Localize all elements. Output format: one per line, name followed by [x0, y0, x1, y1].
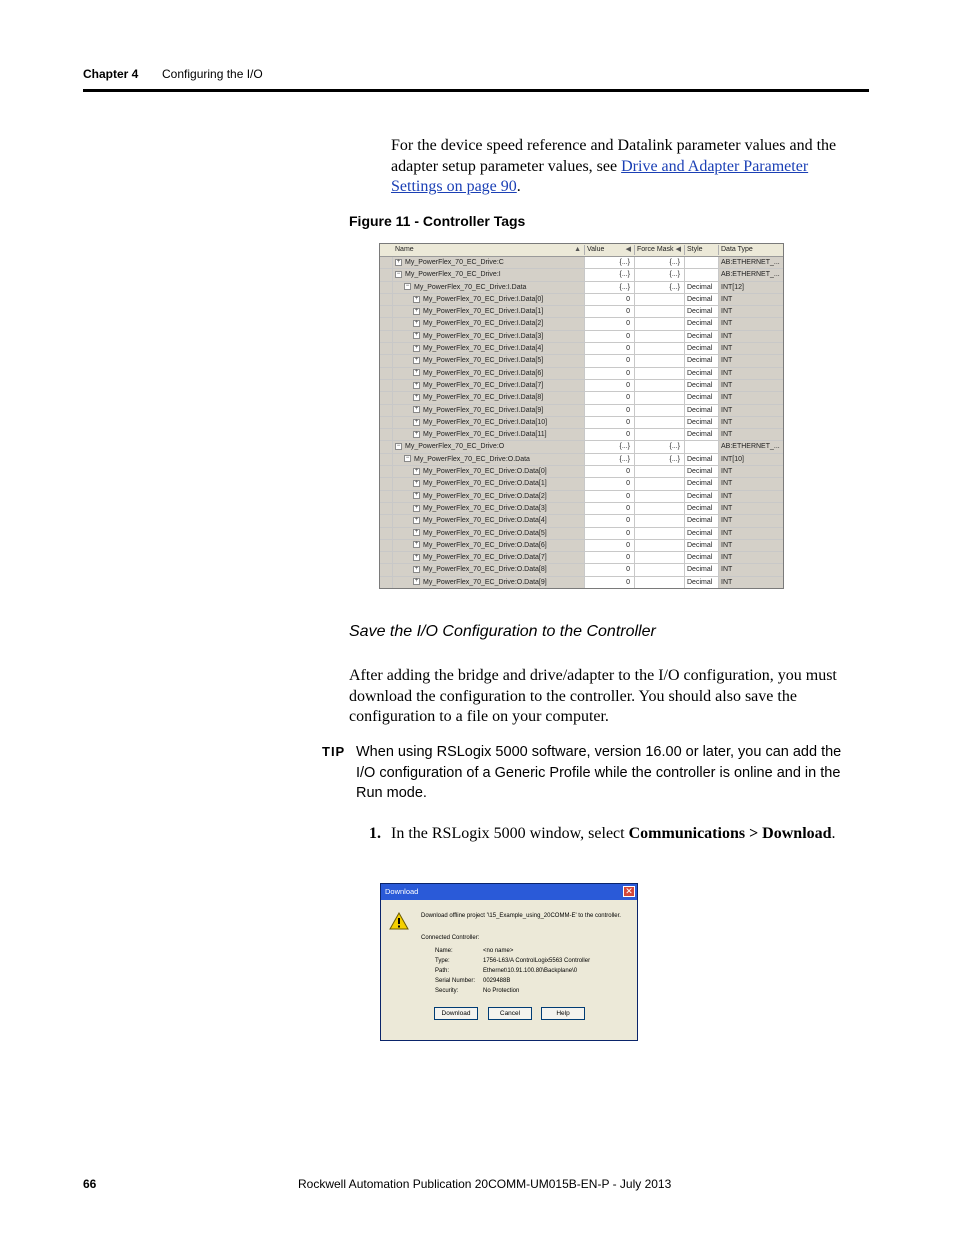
column-header-data-type[interactable]: Data Type — [721, 246, 753, 253]
tag-value-cell[interactable]: 0 — [585, 405, 635, 416]
tag-force-mask-cell[interactable] — [635, 380, 685, 391]
table-row[interactable] — [380, 318, 783, 330]
section-body: After adding the bridge and drive/adapter to the I/O configuration, you must download the configuration to the controller. You should also save the configuration to a file on your computer. — [349, 667, 837, 725]
tag-style-cell[interactable]: Decimal — [685, 454, 719, 465]
tag-data-type-cell: INT — [719, 478, 784, 489]
row-gutter[interactable] — [380, 466, 393, 477]
table-row[interactable] — [380, 466, 783, 478]
download-dialog: Download ✕ Download offline project '\15_Example_using_20COMM-E' to the controller. Connected Controller: Name: <no name> Type: 1756-L63/A ControlLogix5563 Controller Path: Ethernet\10.91.100.80\Backplane\0 Serial Number: 0029488B Security: No Protection Download Cancel Help — [380, 883, 638, 1041]
tag-style-cell[interactable]: Decimal — [685, 417, 719, 428]
tag-value-cell[interactable]: 0 — [585, 491, 635, 502]
tag-data-type-cell: INT — [719, 355, 784, 366]
tag-name: My_PowerFlex_70_EC_Drive:I.Data[2] — [423, 320, 544, 328]
tag-data-type-cell: INT — [719, 466, 784, 477]
tag-name-cell — [393, 429, 585, 440]
tag-value-cell[interactable]: {...} — [585, 269, 635, 280]
tag-value-cell[interactable]: 0 — [585, 528, 635, 539]
tag-style-cell[interactable]: Decimal — [685, 294, 719, 305]
column-header-name[interactable]: Name ▲ — [393, 245, 585, 255]
tag-name: My_PowerFlex_70_EC_Drive:I — [405, 271, 501, 279]
tag-value-cell[interactable]: 0 — [585, 429, 635, 440]
tag-value-cell[interactable]: 0 — [585, 515, 635, 526]
tag-value-cell[interactable]: 0 — [585, 331, 635, 342]
cancel-button[interactable]: Cancel — [488, 1007, 532, 1020]
tag-name-cell — [393, 466, 585, 477]
tag-data-type-cell: INT — [719, 294, 784, 305]
tag-value-cell[interactable]: {...} — [585, 257, 635, 268]
tag-name-cell — [393, 257, 585, 268]
tag-data-type-cell: INT — [719, 417, 784, 428]
intro-paragraph — [391, 136, 846, 198]
tag-name-cell — [393, 405, 585, 416]
sort-arrow-icon: ▲ — [574, 246, 581, 253]
tag-data-type-cell: INT — [719, 503, 784, 514]
tag-name-cell — [393, 540, 585, 551]
row-gutter[interactable] — [380, 405, 393, 416]
row-gutter[interactable] — [380, 355, 393, 366]
table-body — [380, 257, 783, 589]
tag-name-cell — [393, 331, 585, 342]
help-button[interactable]: Help — [541, 1007, 585, 1020]
tag-data-type-cell: INT — [719, 392, 784, 403]
table-row[interactable] — [380, 355, 783, 367]
tag-style-cell[interactable]: Decimal — [685, 466, 719, 477]
publication-info: Rockwell Automation Publication 20COMM-UM015B-EN-P - July 2013 — [298, 1177, 672, 1191]
expand-icon[interactable]: + — [414, 344, 419, 351]
tag-data-type-cell: INT — [719, 331, 784, 342]
row-gutter[interactable] — [380, 429, 393, 440]
tag-value-cell[interactable]: 0 — [585, 478, 635, 489]
expand-icon[interactable]: + — [414, 418, 419, 425]
expand-icon[interactable]: + — [414, 406, 419, 413]
tag-force-mask-cell[interactable] — [635, 466, 685, 477]
row-gutter[interactable] — [380, 294, 393, 305]
tag-style-cell[interactable]: Decimal — [685, 380, 719, 391]
tag-style-cell[interactable]: Decimal — [685, 564, 719, 575]
tag-value-cell[interactable]: 0 — [585, 380, 635, 391]
expand-icon[interactable]: + — [414, 357, 419, 364]
row-gutter[interactable] — [380, 331, 393, 342]
tag-force-mask-cell[interactable] — [635, 515, 685, 526]
tag-name-cell — [393, 491, 585, 502]
tag-value-cell[interactable]: {...} — [585, 454, 635, 465]
tag-force-mask-cell[interactable] — [635, 368, 685, 379]
tag-name: My_PowerFlex_70_EC_Drive:O.Data[2] — [423, 492, 547, 500]
tag-name: My_PowerFlex_70_EC_Drive:I.Data[7] — [423, 381, 544, 389]
tag-force-mask-cell[interactable]: {...} — [635, 257, 685, 268]
table-row[interactable] — [380, 441, 783, 453]
table-header — [380, 244, 783, 257]
collapse-icon[interactable]: − — [405, 283, 410, 290]
tag-data-type-cell: AB:ETHERNET_... — [719, 441, 784, 452]
download-button[interactable]: Download — [434, 1007, 478, 1020]
tag-style-cell[interactable]: Decimal — [685, 515, 719, 526]
tag-name-cell — [393, 441, 585, 452]
expand-icon[interactable]: + — [414, 295, 419, 302]
tag-style-cell[interactable]: Decimal — [685, 282, 719, 293]
tag-name-cell — [393, 454, 585, 465]
tag-data-type-cell: INT[12] — [719, 282, 784, 293]
tag-data-type-cell: INT — [719, 405, 784, 416]
row-gutter[interactable] — [380, 318, 393, 329]
tag-name-cell — [393, 417, 585, 428]
tag-force-mask-cell[interactable] — [635, 491, 685, 502]
row-gutter[interactable] — [380, 564, 393, 575]
expand-icon[interactable]: + — [414, 541, 419, 548]
tag-style-cell[interactable]: Decimal — [685, 528, 719, 539]
tag-style-cell[interactable] — [685, 269, 719, 280]
tag-style-cell[interactable]: Decimal — [685, 577, 719, 588]
tag-force-mask-cell[interactable] — [635, 528, 685, 539]
tag-data-type-cell: INT[10] — [719, 454, 784, 465]
tag-style-cell[interactable]: Decimal — [685, 503, 719, 514]
table-row[interactable] — [380, 306, 783, 318]
chapter-title: Configuring the I/O — [162, 67, 263, 81]
tag-force-mask-cell[interactable] — [635, 294, 685, 305]
tag-name-cell — [393, 306, 585, 317]
tag-name: My_PowerFlex_70_EC_Drive:I.Data[3] — [423, 332, 544, 340]
tag-data-type-cell: AB:ETHERNET_... — [719, 269, 784, 280]
tag-name: My_PowerFlex_70_EC_Drive:O.Data[0] — [423, 468, 547, 476]
step-number: 1. — [369, 825, 381, 842]
tag-value-cell[interactable]: 0 — [585, 466, 635, 477]
expand-icon[interactable]: + — [414, 529, 419, 536]
tag-name-cell — [393, 503, 585, 514]
tag-name: My_PowerFlex_70_EC_Drive:I.Data[8] — [423, 394, 544, 402]
tag-value-cell[interactable]: 0 — [585, 392, 635, 403]
table-row[interactable] — [380, 417, 783, 429]
tag-name-cell — [393, 318, 585, 329]
table-row[interactable] — [380, 392, 783, 404]
tag-name: My_PowerFlex_70_EC_Drive:O.Data[3] — [423, 504, 547, 512]
tag-name-cell — [393, 269, 585, 280]
table-row[interactable] — [380, 552, 783, 564]
row-gutter[interactable] — [380, 503, 393, 514]
tag-value-cell[interactable]: 0 — [585, 503, 635, 514]
table-row[interactable] — [380, 478, 783, 490]
tag-name: My_PowerFlex_70_EC_Drive:O.Data[9] — [423, 578, 547, 586]
tag-name: My_PowerFlex_70_EC_Drive:O.Data[4] — [423, 517, 547, 525]
tag-data-type-cell: INT — [719, 429, 784, 440]
tag-name: My_PowerFlex_70_EC_Drive:O.Data[7] — [423, 554, 547, 562]
tag-force-mask-cell[interactable] — [635, 331, 685, 342]
tag-style-cell[interactable]: Decimal — [685, 392, 719, 403]
row-gutter[interactable] — [380, 491, 393, 502]
table-row[interactable] — [380, 368, 783, 380]
expand-icon[interactable]: + — [414, 430, 419, 437]
tag-value-cell[interactable]: 0 — [585, 552, 635, 563]
tag-value-cell[interactable]: {...} — [585, 282, 635, 293]
tag-style-cell[interactable]: Decimal — [685, 306, 719, 317]
tag-data-type-cell: INT — [719, 380, 784, 391]
tag-force-mask-cell[interactable] — [635, 318, 685, 329]
tag-name: My_PowerFlex_70_EC_Drive:O.Data[6] — [423, 541, 547, 549]
expand-icon[interactable]: + — [414, 480, 419, 486]
expand-icon[interactable]: + — [414, 516, 419, 523]
intro-text: For the device speed reference and Datalink parameter values and the adapter setup parameter values, see — [391, 137, 837, 175]
expand-icon[interactable]: + — [414, 467, 419, 474]
table-row[interactable] — [380, 503, 783, 515]
section-title: Save the I/O Configuration to the Controller — [349, 623, 656, 640]
expand-icon[interactable]: + — [414, 332, 419, 339]
tag-force-mask-cell[interactable] — [635, 577, 685, 588]
tag-style-cell[interactable]: Decimal — [685, 552, 719, 563]
tag-force-mask-cell[interactable] — [635, 306, 685, 317]
tag-value-cell[interactable]: 0 — [585, 368, 635, 379]
tag-name: My_PowerFlex_70_EC_Drive:O — [405, 443, 505, 451]
connected-controller-label: Connected Controller: — [421, 935, 480, 941]
warning-icon — [389, 912, 409, 930]
tag-force-mask-cell[interactable] — [635, 392, 685, 403]
tag-name: My_PowerFlex_70_EC_Drive:I.Data[5] — [423, 357, 544, 365]
tag-force-mask-cell[interactable] — [635, 405, 685, 416]
tag-value-cell[interactable]: 0 — [585, 343, 635, 354]
expand-icon[interactable]: + — [414, 578, 419, 585]
header-rule — [83, 89, 869, 92]
tag-value-cell[interactable]: 0 — [585, 417, 635, 428]
arrow-left-icon: ◀ — [675, 246, 681, 253]
tag-data-type-cell: INT — [719, 318, 784, 329]
tag-value-cell[interactable]: 0 — [585, 306, 635, 317]
table-row[interactable] — [380, 577, 783, 589]
figure-caption: Figure 11 - Controller Tags — [349, 213, 526, 229]
row-gutter[interactable] — [380, 454, 393, 465]
column-header-force-mask[interactable]: Force Mask ◀ — [635, 245, 685, 255]
chapter-label: Chapter 4 — [83, 67, 139, 81]
expand-icon[interactable]: + — [414, 553, 419, 560]
tag-force-mask-cell[interactable] — [635, 552, 685, 563]
expand-icon[interactable]: + — [396, 258, 401, 265]
tag-value-cell[interactable]: 0 — [585, 355, 635, 366]
row-gutter[interactable] — [380, 343, 393, 354]
row-gutter[interactable] — [380, 540, 393, 551]
collapse-icon[interactable]: − — [396, 270, 401, 277]
tag-data-type-cell: AB:ETHERNET_... — [719, 257, 784, 268]
tag-style-cell[interactable] — [685, 441, 719, 452]
tag-style-cell[interactable]: Decimal — [685, 318, 719, 329]
tag-force-mask-cell[interactable]: {...} — [635, 269, 685, 280]
tag-name-cell — [393, 528, 585, 539]
table-row[interactable] — [380, 515, 783, 527]
table-row[interactable] — [380, 405, 783, 417]
table-row[interactable] — [380, 343, 783, 355]
tag-style-cell[interactable]: Decimal — [685, 429, 719, 440]
tag-style-cell[interactable] — [685, 257, 719, 268]
tag-force-mask-cell[interactable] — [635, 478, 685, 489]
menu-path: Communications > Download — [628, 825, 832, 842]
tag-name: My_PowerFlex_70_EC_Drive:I.Data[11] — [423, 431, 547, 439]
row-gutter[interactable] — [380, 257, 393, 268]
dialog-title: Download — [385, 887, 419, 896]
tip-label: TIP — [322, 744, 346, 759]
tag-name: My_PowerFlex_70_EC_Drive:O.Data[1] — [423, 480, 547, 488]
tag-style-cell[interactable]: Decimal — [685, 478, 719, 489]
tag-value-cell[interactable]: 0 — [585, 318, 635, 329]
table-row[interactable] — [380, 528, 783, 540]
tag-name-cell — [393, 368, 585, 379]
tag-force-mask-cell[interactable] — [635, 564, 685, 575]
tag-name-cell — [393, 380, 585, 391]
dialog-titlebar — [381, 884, 637, 900]
dialog-message: Download offline project '\15_Example_using_20COMM-E' to the controller. — [421, 913, 621, 919]
expand-icon[interactable]: + — [414, 381, 419, 388]
tag-name-cell — [393, 355, 585, 366]
expand-icon[interactable]: + — [414, 566, 419, 573]
tag-data-type-cell: INT — [719, 564, 784, 575]
tag-style-cell[interactable]: Decimal — [685, 343, 719, 354]
tip-text: When using RSLogix 5000 software, version 16.00 or later, you can add the I/O configuration of a Generic Profile while the controller is online and in the Run mode. — [356, 744, 842, 801]
tag-force-mask-cell[interactable]: {...} — [635, 441, 685, 452]
tag-name: My_PowerFlex_70_EC_Drive:O.Data — [414, 455, 530, 463]
tag-name-cell — [393, 577, 585, 588]
table-row[interactable] — [380, 429, 783, 441]
tag-name-cell — [393, 478, 585, 489]
row-gutter[interactable] — [380, 552, 393, 563]
tag-style-cell[interactable]: Decimal — [685, 491, 719, 502]
table-row[interactable] — [380, 331, 783, 343]
table-row[interactable] — [380, 257, 783, 269]
tag-value-cell[interactable]: 0 — [585, 577, 635, 588]
tag-name-cell — [393, 294, 585, 305]
expand-icon[interactable]: + — [414, 393, 419, 400]
tag-name: My_PowerFlex_70_EC_Drive:I.Data[0] — [423, 295, 544, 303]
tag-style-cell[interactable]: Decimal — [685, 368, 719, 379]
tag-name: My_PowerFlex_70_EC_Drive:I.Data[4] — [423, 345, 544, 353]
table-row[interactable] — [380, 380, 783, 392]
row-gutter[interactable] — [380, 392, 393, 403]
tag-name: My_PowerFlex_70_EC_Drive:I.Data — [414, 283, 527, 291]
row-gutter[interactable] — [380, 577, 393, 588]
tag-value-cell[interactable]: {...} — [585, 441, 635, 452]
expand-icon[interactable]: + — [414, 307, 419, 314]
tag-name: My_PowerFlex_70_EC_Drive:C — [405, 259, 504, 266]
table-row[interactable] — [380, 282, 783, 294]
controller-tags-table — [379, 243, 784, 589]
table-row[interactable] — [380, 491, 783, 503]
tag-force-mask-cell[interactable] — [635, 355, 685, 366]
tag-data-type-cell: INT — [719, 540, 784, 551]
tag-data-type-cell: INT — [719, 368, 784, 379]
tag-force-mask-cell[interactable] — [635, 540, 685, 551]
row-gutter[interactable] — [380, 269, 393, 280]
tag-name-cell — [393, 515, 585, 526]
tag-name-cell — [393, 552, 585, 563]
table-row[interactable] — [380, 294, 783, 306]
tag-style-cell[interactable]: Decimal — [685, 331, 719, 342]
tag-value-cell[interactable]: 0 — [585, 294, 635, 305]
tag-name-cell — [393, 343, 585, 354]
parameter-settings-link[interactable]: Drive and Adapter Parameter Settings on page 90 — [391, 157, 809, 195]
tag-style-cell[interactable]: Decimal — [685, 405, 719, 416]
tag-force-mask-cell[interactable] — [635, 343, 685, 354]
tag-force-mask-cell[interactable]: {...} — [635, 454, 685, 465]
tag-name: My_PowerFlex_70_EC_Drive:O.Data[8] — [423, 566, 547, 574]
row-gutter[interactable] — [380, 515, 393, 526]
tag-data-type-cell: INT — [719, 577, 784, 588]
tag-data-type-cell: INT — [719, 528, 784, 539]
tag-name-cell — [393, 392, 585, 403]
tag-force-mask-cell[interactable] — [635, 417, 685, 428]
tag-value-cell[interactable]: 0 — [585, 540, 635, 551]
tag-data-type-cell: INT — [719, 552, 784, 563]
row-gutter[interactable] — [380, 441, 393, 452]
tag-name: My_PowerFlex_70_EC_Drive:I.Data[10] — [423, 418, 548, 426]
tag-style-cell[interactable]: Decimal — [685, 355, 719, 366]
tag-data-type-cell: INT — [719, 306, 784, 317]
tag-value-cell[interactable]: 0 — [585, 564, 635, 575]
tag-name-cell — [393, 282, 585, 293]
expand-icon[interactable]: + — [414, 320, 419, 327]
close-icon[interactable]: ✕ — [623, 886, 635, 897]
tag-name: My_PowerFlex_70_EC_Drive:I.Data[6] — [423, 369, 544, 377]
tag-name-cell — [393, 564, 585, 575]
step-text: In the RSLogix 5000 window, select Communications > Download. — [391, 825, 836, 842]
tag-force-mask-cell[interactable] — [635, 429, 685, 440]
tag-data-type-cell: INT — [719, 515, 784, 526]
tag-name: My_PowerFlex_70_EC_Drive:I.Data[1] — [423, 308, 544, 316]
tag-data-type-cell: INT — [719, 491, 784, 502]
collapse-icon[interactable]: − — [396, 443, 401, 450]
intro-text-end: . — [516, 178, 521, 195]
row-gutter[interactable] — [380, 368, 393, 379]
column-header-value[interactable]: Value ◀ — [585, 245, 635, 255]
table-row[interactable] — [380, 564, 783, 576]
row-gutter[interactable] — [380, 528, 393, 539]
table-row[interactable] — [380, 454, 783, 466]
tag-data-type-cell: INT — [719, 343, 784, 354]
expand-icon[interactable]: + — [414, 504, 419, 511]
row-gutter[interactable] — [380, 306, 393, 317]
tag-force-mask-cell[interactable] — [635, 503, 685, 514]
tag-style-cell[interactable]: Decimal — [685, 540, 719, 551]
expand-icon[interactable]: + — [414, 492, 419, 499]
tag-force-mask-cell[interactable]: {...} — [635, 282, 685, 293]
tag-name: My_PowerFlex_70_EC_Drive:I.Data[9] — [423, 406, 544, 414]
tag-name: My_PowerFlex_70_EC_Drive:O.Data[5] — [423, 529, 547, 537]
column-header-style[interactable]: Style — [685, 245, 719, 255]
collapse-icon[interactable]: − — [405, 455, 410, 462]
row-gutter[interactable] — [380, 417, 393, 428]
expand-icon[interactable]: + — [414, 369, 419, 376]
table-row[interactable] — [380, 269, 783, 281]
row-gutter[interactable] — [380, 282, 393, 293]
row-gutter[interactable] — [380, 478, 393, 489]
page-number: 66 — [83, 1177, 97, 1191]
row-gutter[interactable] — [380, 380, 393, 391]
arrow-left-icon: ◀ — [625, 246, 631, 253]
table-row[interactable] — [380, 540, 783, 552]
